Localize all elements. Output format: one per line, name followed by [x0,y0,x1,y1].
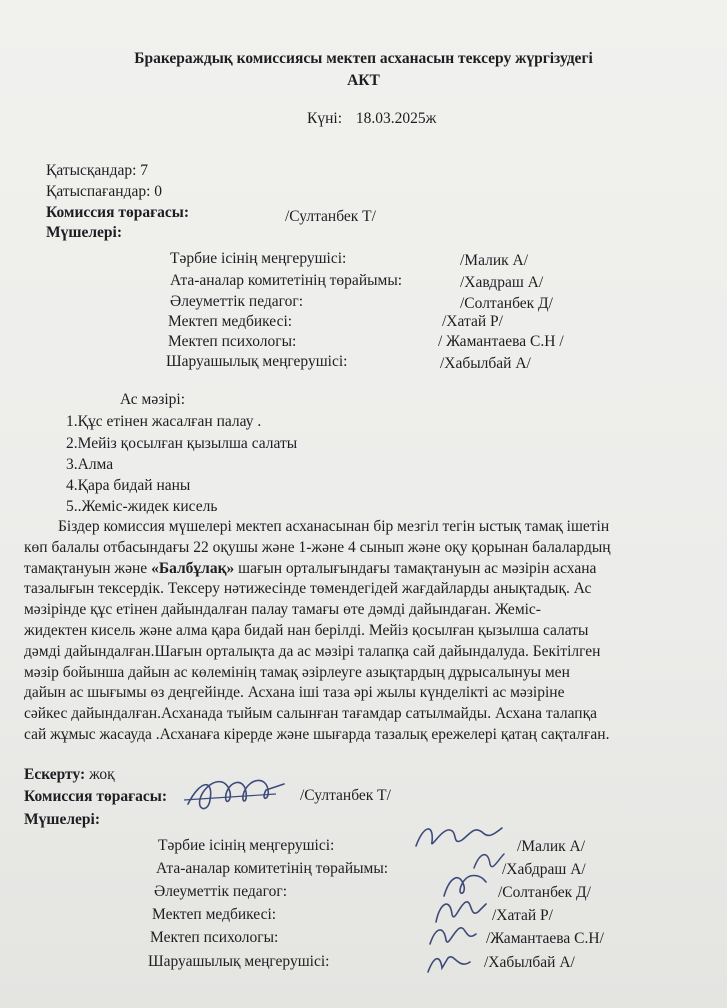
signoff-chair-label: Комиссия төрағасы: [24,788,168,805]
member-signature-6 [424,948,474,978]
signoff-name: /Малик А/ [517,838,586,855]
signoff-name: /Солтанбек Д/ [498,884,591,901]
body-line: мәзір бойынша дайын ас көлемінің тамақ әзірлеуге азықтардың дұрысалынуы мен [24,663,570,681]
member-name: /Хабылбай А/ [440,355,531,372]
body-line: мәзірінде құс етінен дайындалған палау тамағы өте дәмді дайындаған. Жеміс- [24,601,541,619]
body-line: сай жұмыс жасауда .Асханаға кірерде және шығарда тазалық ережелері қатаң сақталған. [24,725,610,743]
date-label: Күні: [307,110,342,127]
body-line: сәйкес дайындалған.Асханада тыйым салынған тағамдар сатылмайды. Асхана талапқа [24,705,598,723]
member-role: Тәрбие ісінің меңгерушісі: [170,250,347,267]
signoff-name: /Хабылбай А/ [484,954,575,971]
member-name: /Солтанбек Д/ [460,295,553,312]
body-line: дайын ас шығымы өз деңгейінде. Асхана іші таза әрі жылы күнделікті ас мәзіріне [24,684,565,702]
signoff-role: Әлеуметтік педагог: [154,883,288,900]
body-line-with-name [24,559,714,580]
date-value: 18.03.2025ж [355,110,437,127]
note-row [24,766,115,784]
menu-item: 4.Қара бидай наны [66,477,191,494]
signoff-role: Мектеп медбикесі: [152,906,277,923]
menu-label: Ас мәзірі: [120,391,186,408]
member-role: Шаруашылық меңгерушісі: [166,353,348,370]
member-name: /Малик А/ [460,252,529,269]
body-line: көп балалы отбасындағы 22 оқушы және 1-және 4 сынып және оқу қорынан балалардың [24,538,611,556]
body-line-part: тамақтануын және [24,559,148,577]
member-name: /Хавдраш А/ [460,274,544,291]
chair-signature [180,770,290,820]
signoff-name: /Хатай Р/ [492,907,553,924]
signoff-name: /Жамантаева С.Н/ [486,930,604,947]
member-role: Мектеп психологы: [168,333,297,350]
member-name: / Жамантаева С.Н / [438,333,564,350]
menu-item: 3.Алма [66,456,114,473]
chair-name: /Султанбек Т/ [285,208,376,225]
signoff-role: Тәрбие ісінің меңгерушісі: [158,837,335,854]
signoff-chair-name: /Султанбек Т/ [300,787,391,804]
signoff-members-label: Мүшелері: [24,811,101,828]
signoff-role: Шаруашылық меңгерушісі: [148,953,330,970]
inspection-report-text [24,517,714,746]
member-role: Ата-аналар комитетінің төрайымы: [170,272,403,289]
body-line: тазалығын тексердік. Тексеру нәтижесінде төмендегідей жағдайларды анықтадық. Ас [24,580,592,598]
document-title: Бракераждық комиссиясы мектеп асханасын тексеру жүргізудегі [134,50,593,67]
body-line-part: шағын орталығындағы тамақтануын ас мәзірін асхана [238,559,597,577]
absent-count: Қатыспағандар: 0 [46,183,163,200]
body-line: Біздер комиссия мүшелері мектеп асханасынан бір мезгіл тегін ыстық тамақ ішетін [58,518,610,535]
members-label: Мүшелері: [46,224,123,241]
menu-item: 1.Құс етінен жасалған палау . [66,413,262,430]
note-value: жоқ [89,766,115,783]
date-row [307,110,436,128]
menu-item: 5..Жеміс-жидек кисель [66,498,218,515]
member-role: Әлеуметтік педагог: [170,293,304,310]
signoff-name: /Хабдраш А/ [502,861,586,878]
body-line: жидектен кисель және алма қара бидай нан берілді. Мейіз қосылған қызылша салаты [24,621,589,639]
present-count: Қатысқандар: 7 [46,162,149,179]
signoff-role: Мектеп психологы: [150,929,279,946]
member-name: /Хатай Р/ [442,313,503,330]
chair-label: Комиссия төрағасы: [46,204,190,221]
signoff-role: Ата-аналар комитетінің төрайымы: [156,860,389,877]
document-type: АКТ [347,72,380,89]
menu-item: 2.Мейіз қосылған қызылша салаты [66,435,298,452]
note-label: Ескерту: [24,766,86,783]
center-name: «Балбұлақ» [151,559,235,577]
body-line: дәмді дайындалған.Шағын орталықта да ас мәзірі талапқа сай дайындалуда. Бекітілген [24,642,601,660]
member-signature-5 [426,920,482,950]
member-role: Мектеп медбикесі: [168,313,293,330]
